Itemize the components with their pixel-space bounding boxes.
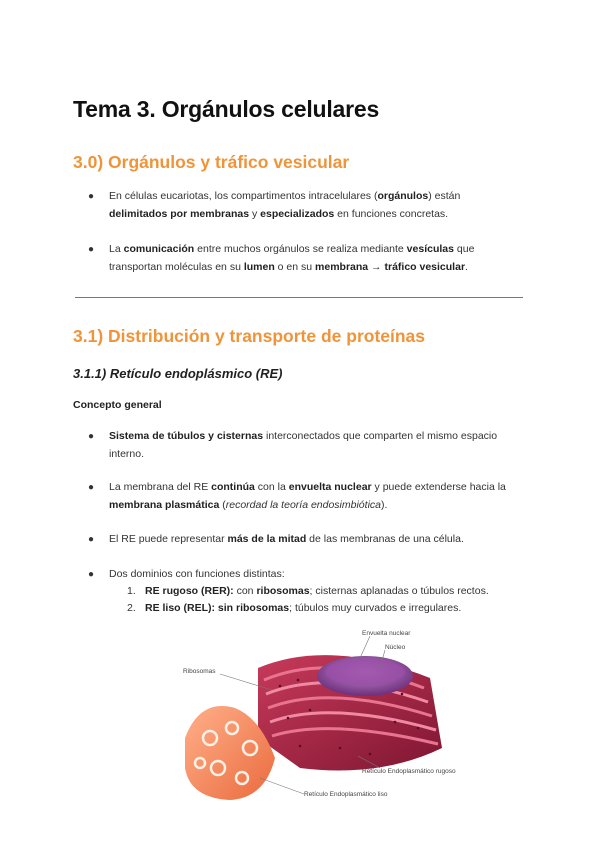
- bullet-icon: ●: [88, 534, 95, 545]
- list-item: ● La comunicación entre muchos orgánulos se realiza mediante vesículas que transportan moléculas en su lumen o en su membrana → tráfico vesicular.: [88, 243, 475, 273]
- er-diagram-figure: [180, 628, 456, 808]
- bullet-icon: ●: [88, 431, 95, 442]
- horizontal-divider: [75, 297, 523, 298]
- list-item: ● La membrana del RE continúa con la envuelta nuclear y puede extenderse hacia la membrana plasmática (recordad la teoría endosimbiótica).: [88, 481, 506, 511]
- section-heading-3-1: 3.1) Distribución y transporte de proteínas: [73, 326, 426, 346]
- list-item: ● Dos dominios con funciones distintas:: [88, 566, 528, 584]
- bullet-icon: ●: [88, 482, 95, 493]
- bullet-icon: ●: [88, 191, 95, 202]
- figure-label-rer: Retículo Endoplasmático rugoso: [362, 768, 456, 775]
- list-item: ● El RE puede representar más de la mitad de las membranas de una célula.: [88, 531, 528, 549]
- section-heading-3-0: 3.0) Orgánulos y tráfico vesicular: [73, 152, 350, 172]
- bullet-icon: ●: [88, 569, 95, 580]
- list-item: ● En células eucariotas, los compartimentos intracelulares (orgánulos) están delimitados por membranas y especializados en funciones concretas.: [88, 190, 461, 220]
- ordered-list-item: 1. RE rugoso (RER): con ribosomas; cisternas aplanadas o túbulos rectos.: [127, 585, 489, 597]
- page-title: Tema 3. Orgánulos celulares: [73, 96, 380, 122]
- figure-label-nucleo: Núcleo: [385, 644, 406, 651]
- figure-label-rel: Retículo Endoplasmático liso: [304, 791, 388, 798]
- concept-heading: Concepto general: [73, 399, 162, 411]
- endoplasmic-reticulum-illustration: [180, 628, 450, 808]
- bullet-icon: ●: [88, 244, 95, 255]
- figure-label-envuelta: Envuelta nuclear: [362, 630, 411, 637]
- list-item: ● Sistema de túbulos y cisternas interconectados que comparten el mismo espacio interno.: [88, 430, 498, 460]
- figure-label-ribosomas: Ribosomas: [183, 668, 216, 675]
- ordered-list-item: 2. RE liso (REL): sin ribosomas; túbulos muy curvados e irregulares.: [127, 602, 462, 614]
- subsection-heading: 3.1.1) Retículo endoplásmico (RE): [73, 366, 283, 381]
